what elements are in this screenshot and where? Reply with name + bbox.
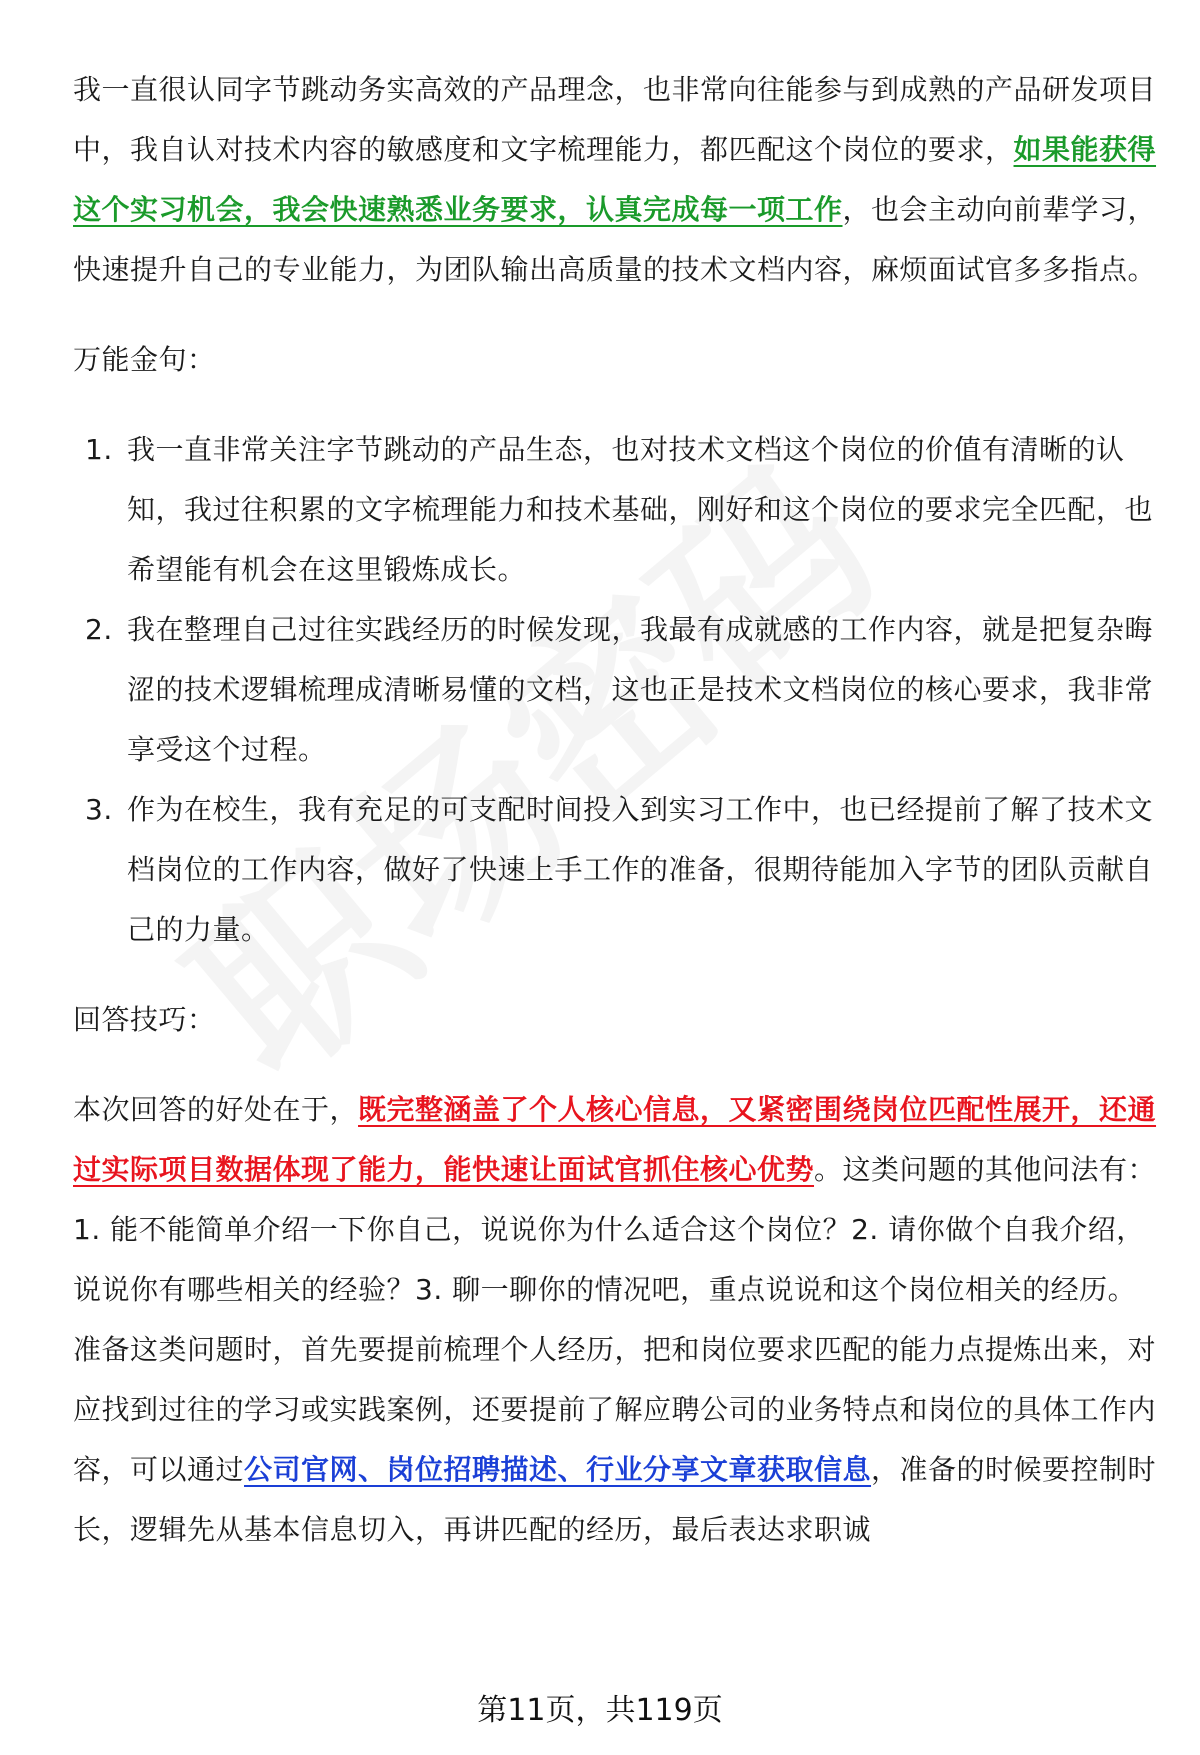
golden-item-number: 1. <box>85 433 113 466</box>
intro-text-after: ，也会主动向前辈学习，快速提升自己的专业能力，为团队输出高质量的技术文档内容，麻烦面试官多多指点。 <box>73 193 1157 286</box>
tips-highlight: 既完整涵盖了个人核心信息，又紧密围绕岗位匹配性展开，还通过实际项目数据体现了能力，能快速让面试官抓住核心优势 <box>73 1093 1157 1186</box>
prep-paragraph <box>73 1320 1158 1560</box>
intro-text-before: 我一直很认同字节跳动务实高效的产品理念，也非常向往能参与到成熟的产品研发项目中，我自认对技术内容的敏感度和文字梳理能力，都匹配这个岗位的要求， <box>73 73 1157 166</box>
prep-text-after: ，准备的时候要控制时长，逻辑先从基本信息切入，再讲匹配的经历，最后表达求职诚 <box>73 1453 1157 1546</box>
tips-paragraph <box>73 1080 1158 1320</box>
golden-item <box>73 600 1158 780</box>
prep-highlight: 公司官网、岗位招聘描述、行业分享文章获取信息 <box>244 1453 872 1486</box>
page-number-footer: 第11页，共119页 <box>477 1693 723 1728</box>
intro-highlight: 如果能获得这个实习机会，我会快速熟悉业务要求，认真完成每一项工作 <box>73 133 1157 226</box>
golden-list <box>73 420 1158 960</box>
tips-text-before: 本次回答的好处在于， <box>73 1093 359 1126</box>
page-content <box>73 60 1158 1560</box>
golden-item-text: 我在整理自己过往实践经历的时候发现，我最有成就感的工作内容，就是把复杂晦涩的技术逻辑梳理成清晰易懂的文档，这也正是技术文档岗位的核心要求，我非常享受这个过程。 <box>127 613 1154 766</box>
golden-item <box>73 780 1158 960</box>
tips-text-after: 。这类问题的其他问法有：1. 能不能简单介绍一下你自己，说说你为什么适合这个岗位？2. 请你做个自我介绍，说说你有哪些相关的经验？3. 聊一聊你的情况吧，重点说说和这个岗位相关的经历。 <box>73 1153 1157 1306</box>
golden-item-number: 2. <box>85 613 113 646</box>
golden-item-text: 作为在校生，我有充足的可支配时间投入到实习工作中，也已经提前了解了技术文档岗位的工作内容，做好了快速上手工作的准备，很期待能加入字节的团队贡献自己的力量。 <box>127 793 1154 946</box>
golden-item-text: 我一直非常关注字节跳动的产品生态，也对技术文档这个岗位的价值有清晰的认知，我过往积累的文字梳理能力和技术基础，刚好和这个岗位的要求完全匹配，也希望能有机会在这里锻炼成长。 <box>127 433 1154 586</box>
golden-item-number: 3. <box>85 793 113 826</box>
prep-text-before: 准备这类问题时，首先要提前梳理个人经历，把和岗位要求匹配的能力点提炼出来，对应找到过往的学习或实践案例，还要提前了解应聘公司的业务特点和岗位的具体工作内容，可以通过 <box>73 1333 1157 1486</box>
tips-heading: 回答技巧： <box>73 1003 216 1036</box>
golden-item <box>73 420 1158 600</box>
intro-paragraph <box>73 60 1158 300</box>
golden-heading: 万能金句： <box>73 343 216 376</box>
